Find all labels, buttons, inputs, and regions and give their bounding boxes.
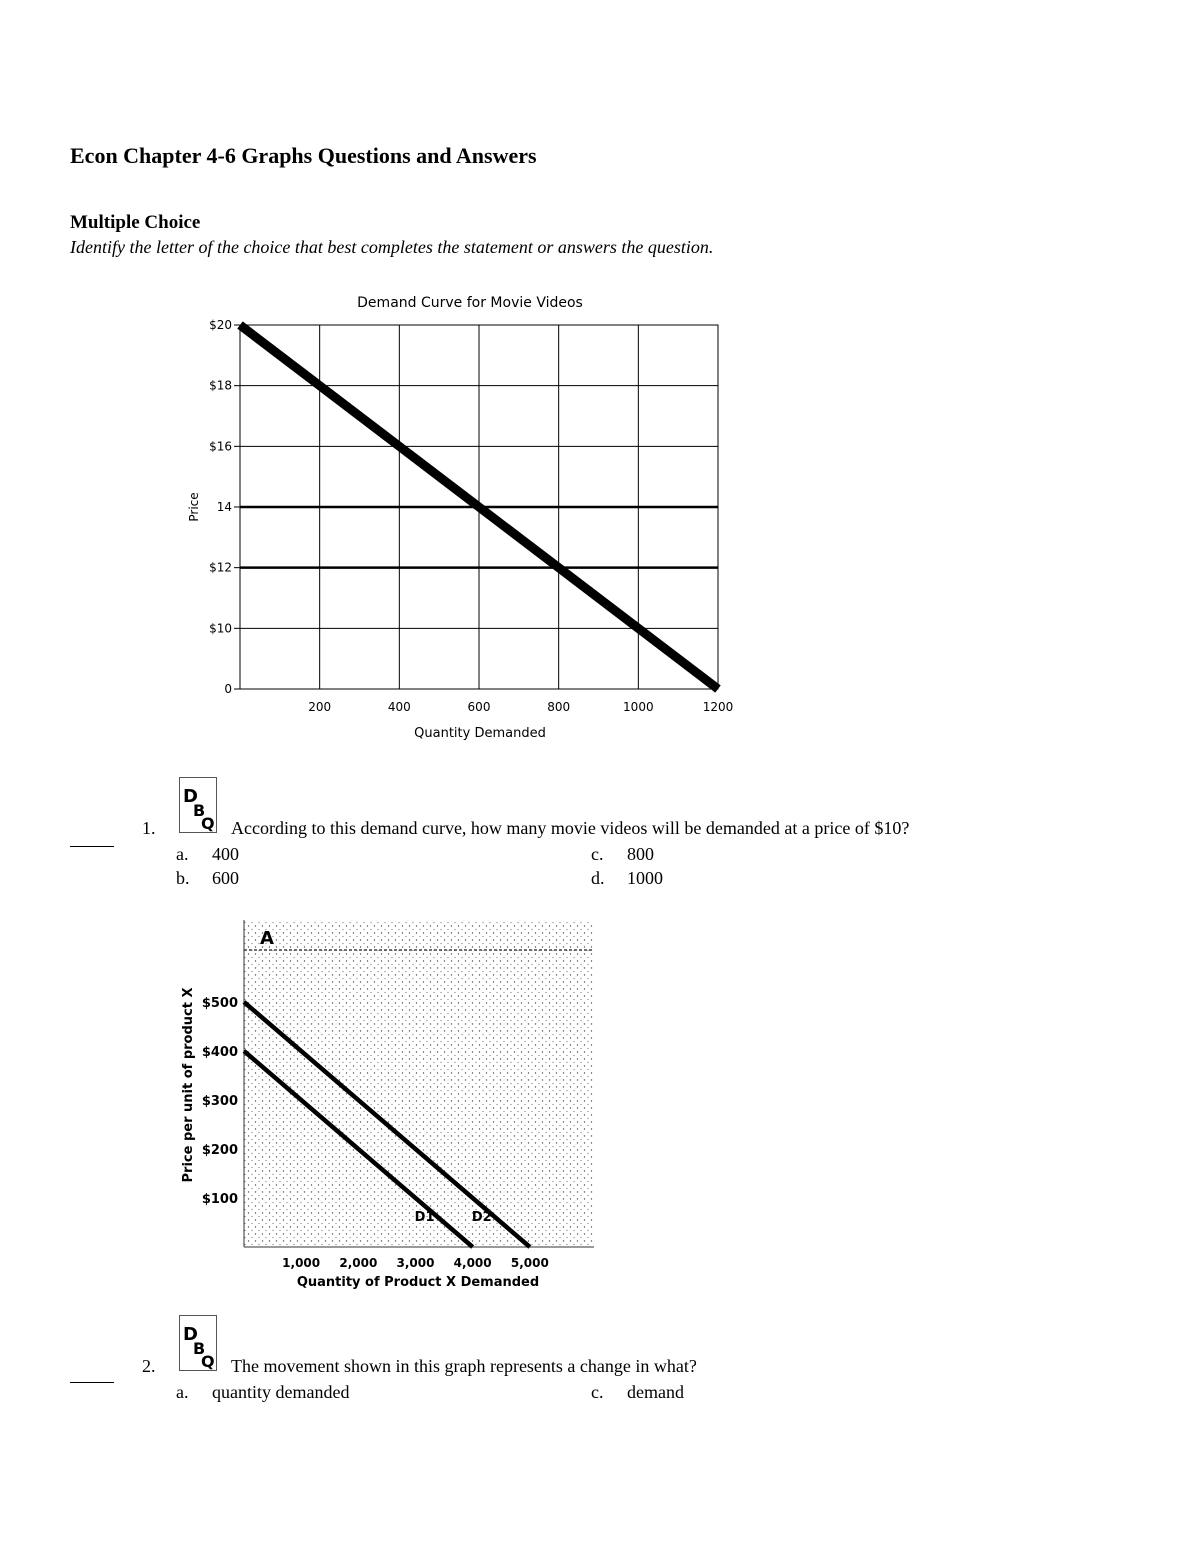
chart2-x-tick-label: 4,000 — [453, 1256, 492, 1270]
chart2-panel-label: A — [260, 928, 274, 949]
demand-curve-chart — [170, 285, 750, 745]
chart2-y-tick-label: $200 — [201, 1143, 238, 1158]
option-text: quantity demanded — [212, 1382, 350, 1402]
chart1-y-tick-label: $18 — [209, 378, 232, 393]
option-d[interactable] — [591, 868, 663, 889]
chart1-y-tick-label: $20 — [209, 318, 232, 332]
instructions-text: Identify the letter of the choice that best completes the statement or answers the question. — [70, 237, 714, 257]
chart1-x-axis-label: Quantity Demanded — [414, 726, 546, 741]
chart1-y-axis-label: Price — [187, 492, 201, 522]
svg-text:D: D — [183, 786, 198, 807]
chart1-y-tick-label: 14 — [216, 500, 232, 514]
option-text: 400 — [212, 844, 239, 864]
option-letter: c. — [591, 1382, 604, 1402]
question-text: According to this demand curve, how many movie videos will be demanded at a price of $10? — [231, 818, 910, 838]
demand-shift-chart — [170, 910, 610, 1300]
option-text: 600 — [212, 868, 239, 888]
chart2-y-tick-label: $100 — [201, 1192, 238, 1207]
chart1-y-tick-label: $16 — [209, 439, 232, 454]
option-letter: b. — [176, 868, 190, 888]
option-text: 800 — [627, 844, 654, 864]
chart1-title: Demand Curve for Movie Videos — [357, 295, 583, 311]
svg-text:B: B — [193, 1339, 206, 1358]
chart2-x-axis-label: Quantity of Product X Demanded — [296, 1275, 540, 1290]
option-letter: d. — [591, 868, 605, 888]
option-c[interactable] — [591, 844, 654, 865]
section-heading: Multiple Choice — [70, 212, 201, 233]
document-title: Econ Chapter 4-6 Graphs Questions and Answers — [70, 143, 537, 168]
svg-text:B: B — [193, 801, 206, 820]
chart1-y-tick-label: 0 — [224, 682, 232, 696]
chart2-y-tick-label: $400 — [201, 1045, 238, 1060]
chart1-x-tick-label: 200 — [308, 700, 332, 714]
chart2-x-tick-label: 1,000 — [282, 1256, 321, 1270]
chart1-x-tick-label: 1200 — [702, 700, 734, 714]
option-letter: a. — [176, 1382, 189, 1402]
dbq-icon — [179, 777, 217, 833]
chart2-series-label: D1 — [414, 1210, 435, 1225]
chart1-y-tick-label: $10 — [209, 621, 232, 636]
option-a[interactable] — [176, 1382, 349, 1403]
svg-text:Q: Q — [201, 814, 215, 832]
chart2-y-tick-label: $500 — [201, 996, 238, 1011]
chart1-x-tick-label: 600 — [467, 700, 491, 714]
option-a[interactable] — [176, 844, 239, 865]
option-c[interactable] — [591, 1382, 684, 1403]
question-text: The movement shown in this graph represents a change in what? — [231, 1356, 697, 1376]
answer-blank[interactable] — [70, 846, 114, 847]
option-b[interactable] — [176, 868, 239, 889]
svg-text:Q: Q — [201, 1352, 215, 1370]
dbq-icon — [179, 1315, 217, 1371]
option-letter: a. — [176, 844, 189, 864]
option-text: 1000 — [627, 868, 663, 888]
chart2-x-tick-label: 3,000 — [396, 1256, 435, 1270]
chart2-x-tick-label: 5,000 — [510, 1256, 549, 1270]
option-text: demand — [627, 1382, 684, 1402]
chart2-y-tick-label: $300 — [201, 1094, 238, 1109]
option-letter: c. — [591, 844, 604, 864]
chart1-x-tick-label: 800 — [547, 700, 571, 714]
answer-blank[interactable] — [70, 1382, 114, 1383]
question-number: 2. — [142, 1356, 156, 1376]
chart1-x-tick-label: 1000 — [623, 700, 654, 714]
chart1-x-tick-label: 400 — [387, 700, 411, 714]
chart1-y-tick-label: $12 — [209, 560, 232, 575]
svg-text:D: D — [183, 1324, 198, 1345]
chart2-series-label: D2 — [471, 1210, 492, 1225]
question-number: 1. — [142, 818, 156, 838]
chart2-y-axis-label: Price per unit of product X — [181, 987, 196, 1183]
chart2-x-tick-label: 2,000 — [339, 1256, 378, 1270]
chart2-plot-area — [244, 920, 594, 1247]
